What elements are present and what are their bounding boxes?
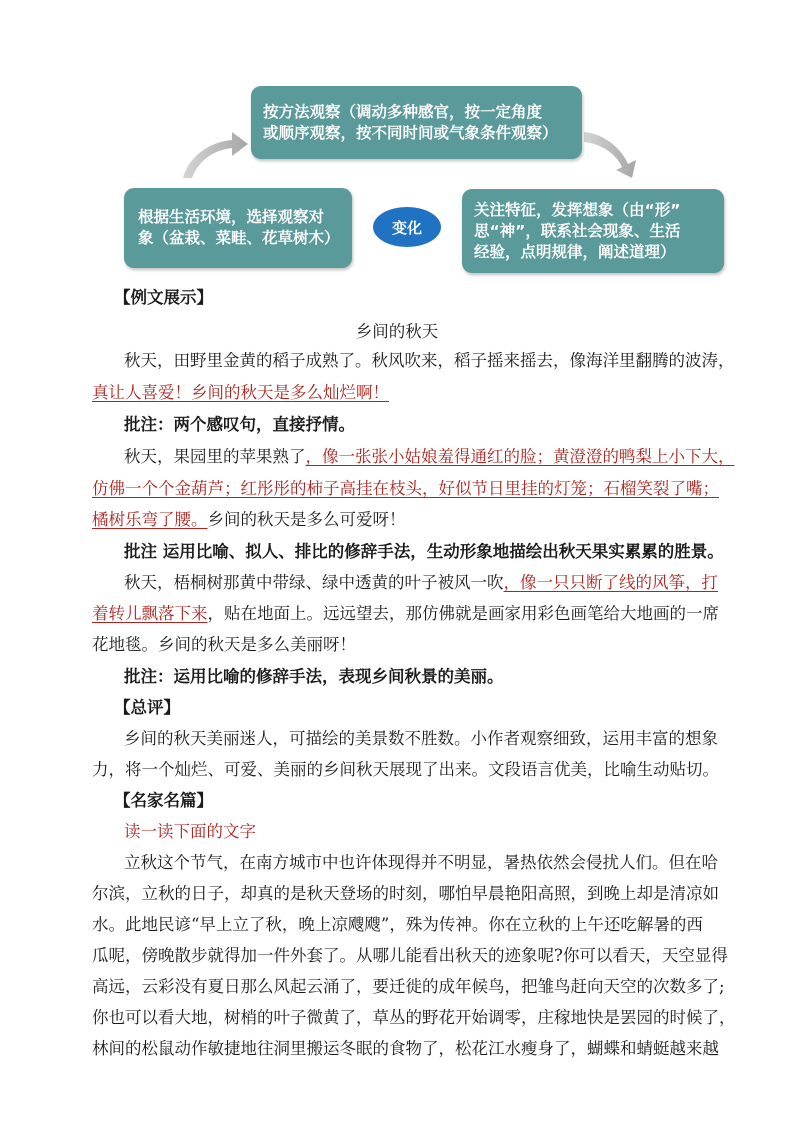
section-heading-example: 【例文展示】: [114, 288, 213, 307]
diagram-text: 象（盆栽、菜畦、花草树木）: [138, 229, 340, 247]
paragraph-line: 秋天，田野里金黄的稻子成熟了。秋风吹来，稻子摇来摇去，像海洋里翻腾的波涛，: [124, 351, 735, 370]
paragraph-line: 尔滨，立秋的日子，却真的是秋天登场的时刻，哪怕早晨艳阳高照，到晚上却是清凉如: [92, 884, 719, 903]
paragraph-line: [92, 603, 719, 625]
highlight-line: 仿佛一个个金葫芦；红彤彤的柿子高挂在枝头，好似节日里挂的灯笼；石榴笑裂了嘴；: [92, 479, 719, 498]
diagram-text: 经验，点明规律，阐述道理）: [474, 242, 676, 261]
plain-text: 秋天，梧桐树那黄中带绿、绿中透黄的叶子被风一吹: [124, 573, 504, 592]
paragraph-line: 立秋这个节气，在南方城市中也许体现得并不明显，暑热依然会侵扰人们。但在哈: [124, 853, 718, 872]
highlight-text: ，像一张张小姑娘羞得通红的脸；黄澄澄的鸭梨上小下大，: [305, 447, 735, 466]
paragraph-line: 水。此地民谚“早上立了秋，晚上凉飕飕”，殊为传神。你在立秋的上午还吃解暑的西: [92, 915, 703, 934]
paragraph-line: 力，将一个灿烂、可爱、美丽的乡间秋天展现了出来。文段语言优美，比喻生动贴切。: [92, 760, 719, 779]
arrow-left-up: [183, 132, 248, 178]
paragraph-line: [92, 509, 406, 531]
paragraph-line: 乡间的秋天美丽迷人，可描绘的美景数不胜数。小作者观察细致，运用丰富的想象: [124, 729, 718, 748]
highlight-line: 真让人喜爱！乡间的秋天是多么灿烂啊！: [92, 383, 389, 402]
subheading-read: 读一读下面的文字: [124, 822, 256, 841]
paragraph-line: 你也可以看大地，树梢的叶子微黄了，草丛的野花开始调零，庄稼地快是罢园的时候了，: [92, 1008, 736, 1027]
section-heading-review: 【总评】: [114, 698, 180, 717]
plain-text: 秋天，果园里的苹果熟了: [124, 447, 306, 466]
paragraph-line: 花地毯。乡间的秋天是多么美丽呀！: [92, 635, 356, 654]
diagram-text: 或顺序观察，按不同时间或气象条件观察）: [263, 123, 558, 142]
highlight-text: 着转儿飘落下来: [92, 604, 208, 623]
paragraph-line: [124, 446, 735, 468]
highlight-text: 橘树乐弯了腰。: [92, 510, 208, 529]
diagram-text: 思“神”，联系社会现象、生活: [474, 221, 681, 240]
diagram-text: 关注特征，发挥想象（由“形”: [474, 200, 681, 219]
paragraph-line: 瓜呢，傍晚散步就得加一件外套了。从哪儿能看出秋天的迹象呢?你可以看天，天空显得: [92, 946, 728, 965]
annotation-3: 批注：运用比喻的修辞手法，表现乡间秋景的美丽。: [124, 667, 504, 686]
paragraph-line: 林间的松鼠动作敏捷地往洞里搬运冬眠的食物了，松花江水瘦身了，蝴蝶和蜻蜓越来越: [92, 1039, 719, 1058]
plain-text: 乡间的秋天是多么可爱呀！: [207, 510, 406, 529]
diagram-center-change: 变化: [373, 207, 441, 247]
arrow-right-down: [584, 132, 636, 178]
diagram-box-features: [462, 189, 724, 273]
plain-text: ，贴在地面上。远远望去，那仿佛就是画家用彩色画笔给大地画的一席: [207, 604, 719, 623]
essay-title: 乡间的秋天: [355, 322, 439, 341]
diagram-text: 根据生活环境，选择观察对: [138, 208, 325, 226]
diagram-text: 按方法观察（调动多种感官，按一定角度: [263, 102, 543, 121]
diagram-box-method: [251, 86, 582, 159]
highlight-text: ，像一只只断了线的风筝，打: [503, 573, 718, 592]
annotation-1: 批注：两个感叹句，直接抒情。: [124, 415, 355, 434]
section-heading-famous: 【名家名篇】: [114, 791, 213, 810]
paragraph-line: 高远，云彩没有夏日那么风起云涌了，要迁徙的成年候鸟，把雏鸟赶向天空的次数多了;: [92, 977, 725, 996]
diagram-box-environment: [124, 188, 352, 268]
paragraph-line: [124, 572, 718, 594]
annotation-2: 批注 运用比喻、拟人、排比的修辞手法，生动形象地描绘出秋天果实累累的胜景。: [124, 542, 724, 561]
